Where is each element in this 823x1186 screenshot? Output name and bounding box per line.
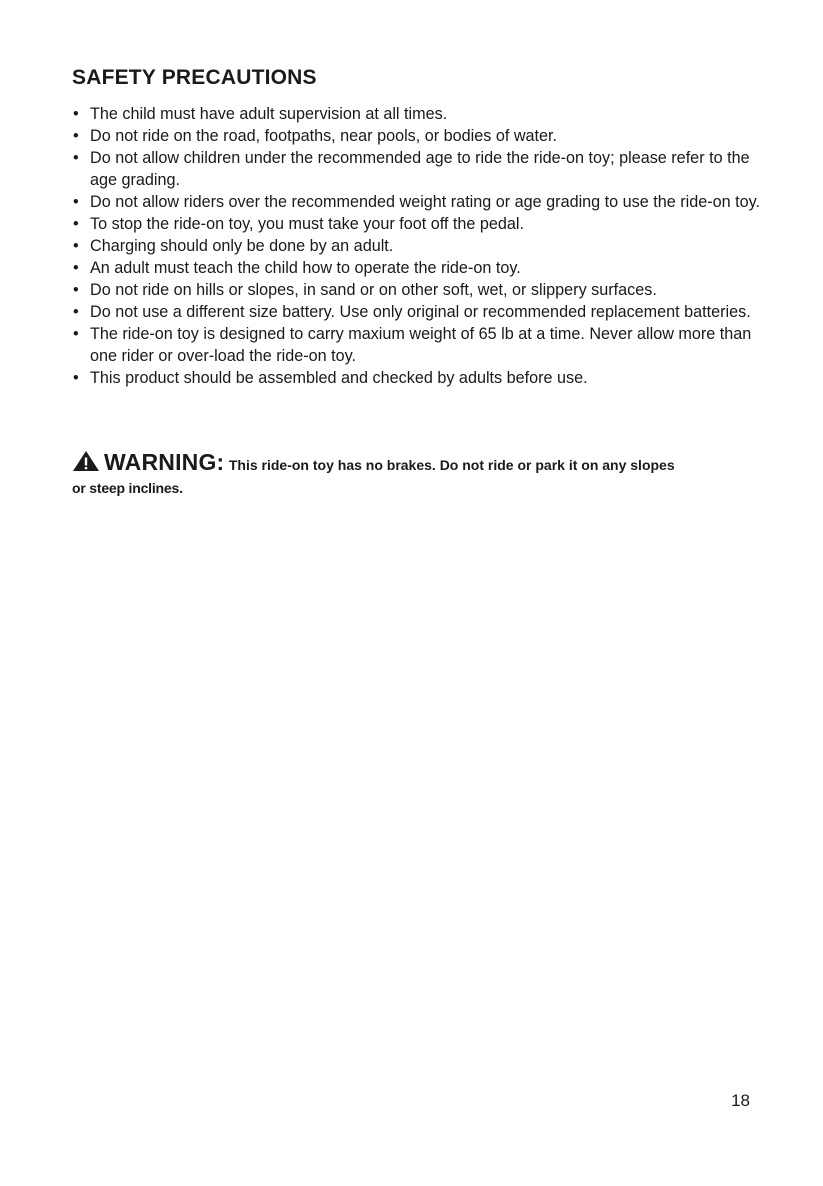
precaution-item: [72, 103, 772, 125]
bullet-icon: •: [73, 281, 79, 299]
section-title: SAFETY PRECAUTIONS: [72, 66, 317, 89]
bullet-icon: •: [73, 105, 79, 123]
precaution-item: [72, 323, 772, 367]
precaution-item: [72, 213, 772, 235]
precaution-item: [72, 279, 772, 301]
warning-triangle-icon: [72, 450, 100, 472]
bullet-icon: •: [73, 149, 79, 167]
precautions-list: [72, 103, 772, 389]
bullet-icon: •: [73, 193, 79, 211]
precaution-item: [72, 257, 772, 279]
warning-label: WARNING:: [104, 449, 225, 475]
bullet-icon: •: [73, 237, 79, 255]
precaution-text: The ride-on toy is designed to carry maxium weight of 65 lb at a time. Never allow more than one rider or over-load the ride-on toy.: [90, 325, 752, 365]
precaution-item: [72, 147, 772, 191]
bullet-icon: •: [73, 259, 79, 277]
precaution-text: The child must have adult supervision at all times.: [90, 105, 448, 123]
bullet-icon: •: [73, 215, 79, 233]
precaution-item: [72, 235, 772, 257]
page-number: 18: [731, 1091, 750, 1110]
warning-text-line2: or steep inclines.: [72, 480, 183, 496]
precaution-text: This product should be assembled and checked by adults before use.: [90, 369, 588, 387]
precaution-text: Do not allow children under the recommended age to ride the ride-on toy; please refer to the age grading.: [90, 149, 750, 189]
bullet-icon: •: [73, 325, 79, 343]
precaution-text: To stop the ride-on toy, you must take your foot off the pedal.: [90, 215, 525, 233]
warning-text-line1: This ride-on toy has no brakes. Do not ride or park it on any slopes: [228, 457, 675, 473]
precaution-text: Do not allow riders over the recommended weight rating or age grading to use the ride-on toy.: [90, 193, 761, 211]
precaution-item: [72, 367, 772, 389]
precaution-text: Do not use a different size battery. Use only original or recommended replacement batteries.: [90, 303, 751, 321]
precaution-item: [72, 125, 772, 147]
warning-notice: [72, 450, 752, 478]
bullet-icon: •: [73, 127, 79, 145]
bullet-icon: •: [73, 303, 79, 321]
bullet-icon: •: [73, 369, 79, 387]
precaution-text: An adult must teach the child how to operate the ride-on toy.: [90, 259, 521, 277]
precaution-text: Do not ride on the road, footpaths, near pools, or bodies of water.: [90, 127, 558, 145]
precaution-text: Do not ride on hills or slopes, in sand or on other soft, wet, or slippery surfaces.: [90, 281, 657, 299]
precaution-item: [72, 301, 772, 323]
precaution-item: [72, 191, 772, 213]
precaution-text: Charging should only be done by an adult.: [90, 237, 394, 255]
